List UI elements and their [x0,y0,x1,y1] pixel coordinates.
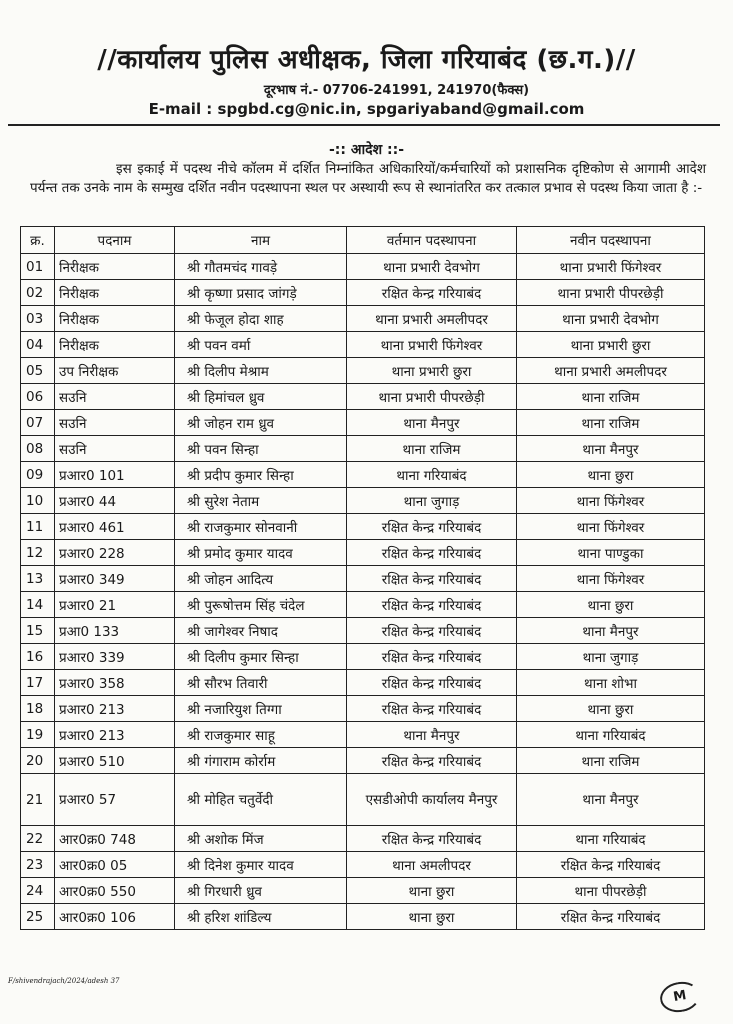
table-row [21,358,705,384]
name-cell: श्री नजारियुश तिग्गा [175,696,347,722]
serial-cell: 17 [21,670,55,696]
table-row [21,592,705,618]
table-row [21,332,705,358]
serial-cell: 23 [21,852,55,878]
name-cell: श्री पवन वर्मा [175,332,347,358]
name-cell: श्री राजकुमार सोनवानी [175,514,347,540]
current-posting-cell: रक्षित केन्द्र गरियाबंद [347,644,517,670]
name-cell: श्री जोहन आदित्य [175,566,347,592]
new-posting-cell: थाना मैनपुर [517,618,705,644]
table-row [21,254,705,280]
current-posting-cell: थाना छुरा [347,904,517,930]
current-posting-cell: थाना गरियाबंद [347,462,517,488]
serial-cell: 21 [21,774,55,826]
new-posting-cell: थाना शोभा [517,670,705,696]
serial-cell: 02 [21,280,55,306]
designation-cell: प्रआर0 213 [55,722,175,748]
serial-cell: 08 [21,436,55,462]
serial-cell: 06 [21,384,55,410]
transfer-table [20,226,705,930]
serial-cell: 09 [21,462,55,488]
name-cell: श्री हिमांचल ध्रुव [175,384,347,410]
office-title: //कार्यालय पुलिस अधीक्षक, जिला गरियाबंद (छ.ग.)// [97,45,636,75]
new-posting-cell: थाना प्रभारी अमलीपदर [517,358,705,384]
name-cell: श्री प्रदीप कुमार सिन्हा [175,462,347,488]
new-posting-cell: थाना मैनपुर [517,436,705,462]
new-posting-cell: थाना फिंगेश्वर [517,488,705,514]
name-cell: श्री प्रमोद कुमार यादव [175,540,347,566]
current-posting-cell: रक्षित केन्द्र गरियाबंद [347,514,517,540]
header-serial: क्र. [21,227,55,254]
table-row [21,748,705,774]
table-row [21,722,705,748]
designation-cell: आर0क्र0 106 [55,904,175,930]
new-posting-cell: थाना मैनपुर [517,774,705,826]
current-posting-cell: रक्षित केन्द्र गरियाबंद [347,670,517,696]
serial-cell: 22 [21,826,55,852]
header-designation: पदनाम [55,227,175,254]
new-posting-cell: थाना फिंगेश्वर [517,514,705,540]
serial-cell: 05 [21,358,55,384]
current-posting-cell: रक्षित केन्द्र गरियाबंद [347,566,517,592]
name-cell: श्री दिनेश कुमार यादव [175,852,347,878]
current-posting-cell: थाना मैनपुर [347,410,517,436]
designation-cell: उप निरीक्षक [55,358,175,384]
designation-cell: निरीक्षक [55,280,175,306]
current-posting-cell: एसडीओपी कार्यालय मैनपुर [347,774,517,826]
name-cell: श्री जोहन राम ध्रुव [175,410,347,436]
header-name: नाम [175,227,347,254]
table-row [21,384,705,410]
name-cell: श्री हरिश शांडिल्य [175,904,347,930]
file-path: F/shivendrajach/2024/adesh 37 [8,977,120,985]
designation-cell: प्रआर0 101 [55,462,175,488]
serial-cell: 12 [21,540,55,566]
serial-cell: 01 [21,254,55,280]
table-row [21,436,705,462]
designation-cell: प्रआर0 228 [55,540,175,566]
designation-cell: प्रआर0 21 [55,592,175,618]
new-posting-cell: थाना प्रभारी छुरा [517,332,705,358]
serial-cell: 07 [21,410,55,436]
new-posting-cell: थाना प्रभारी देवभोग [517,306,705,332]
order-heading: -:: आदेश ::- [328,142,405,158]
new-posting-cell: थाना गरियाबंद [517,826,705,852]
designation-cell: सउनि [55,410,175,436]
new-posting-cell: थाना प्रभारी फिंगेश्वर [517,254,705,280]
phone-line: दूरभाष नं.- 07706-241991, 241970(फैक्स) [263,83,530,98]
serial-cell: 11 [21,514,55,540]
current-posting-cell: थाना प्रभारी पीपरछेड़ी [347,384,517,410]
new-posting-cell: थाना राजिम [517,748,705,774]
table-row [21,852,705,878]
table-row [21,670,705,696]
header-current-posting: वर्तमान पदस्थापना [347,227,517,254]
name-cell: श्री पुरूषोत्तम सिंह चंदेल [175,592,347,618]
table-row [21,306,705,332]
new-posting-cell: थाना राजिम [517,410,705,436]
table-header-row [21,227,705,254]
name-cell: श्री फेजूल होदा शाह [175,306,347,332]
new-posting-cell: थाना फिंगेश्वर [517,566,705,592]
current-posting-cell: रक्षित केन्द्र गरियाबंद [347,826,517,852]
table-row [21,514,705,540]
table-row [21,878,705,904]
current-posting-cell: रक्षित केन्द्र गरियाबंद [347,618,517,644]
current-posting-cell: थाना छुरा [347,878,517,904]
current-posting-cell: रक्षित केन्द्र गरियाबंद [347,696,517,722]
new-posting-cell: थाना पाण्डुका [517,540,705,566]
table-row [21,280,705,306]
table-row [21,618,705,644]
table-row [21,904,705,930]
designation-cell: प्रआर0 339 [55,644,175,670]
designation-cell: प्रआर0 57 [55,774,175,826]
current-posting-cell: थाना राजिम [347,436,517,462]
header-new-posting: नवीन पदस्थापना [517,227,705,254]
designation-cell: प्रआर0 358 [55,670,175,696]
table-row [21,826,705,852]
current-posting-cell: थाना प्रभारी अमलीपदर [347,306,517,332]
initials-mark: M [658,979,703,1015]
new-posting-cell: थाना राजिम [517,384,705,410]
order-intro: इस इकाई में पदस्थ नीचे कॉलम में दर्शित निम्नांकित अधिकारियों/कर्मचारियों को प्रशासनिक दृष्टिकोण से आगामी आदेश पर्यन्त तक उनके नाम के सम्मुख दर्शित नवीन पदस्थापना स्थल पर अस्थायी रूप से स्थानांतरित कर तत्काल प्रभाव से पदस्थ किया जाता है :- [30,161,706,196]
table-row [21,462,705,488]
designation-cell: आर0क्र0 748 [55,826,175,852]
table-row [21,540,705,566]
new-posting-cell: थाना पीपरछेड़ी [517,878,705,904]
name-cell: श्री गिरधारी ध्रुव [175,878,347,904]
name-cell: श्री सौरभ तिवारी [175,670,347,696]
designation-cell: सउनि [55,384,175,410]
name-cell: श्री दिलीप मेश्राम [175,358,347,384]
new-posting-cell: थाना प्रभारी पीपरछेड़ी [517,280,705,306]
designation-cell: निरीक्षक [55,306,175,332]
name-cell: श्री मोहित चतुर्वेदी [175,774,347,826]
current-posting-cell: थाना प्रभारी छुरा [347,358,517,384]
current-posting-cell: थाना मैनपुर [347,722,517,748]
designation-cell: प्रआर0 44 [55,488,175,514]
current-posting-cell: रक्षित केन्द्र गरियाबंद [347,280,517,306]
new-posting-cell: थाना गरियाबंद [517,722,705,748]
serial-cell: 25 [21,904,55,930]
name-cell: श्री सुरेश नेताम [175,488,347,514]
designation-cell: प्रआर0 510 [55,748,175,774]
current-posting-cell: रक्षित केन्द्र गरियाबंद [347,592,517,618]
current-posting-cell: थाना प्रभारी फिंगेश्वर [347,332,517,358]
table-row [21,774,705,826]
name-cell: श्री गंगाराम कोर्राम [175,748,347,774]
table-row [21,696,705,722]
header-divider [8,124,720,126]
designation-cell: प्रआर0 349 [55,566,175,592]
email-line: E-mail : spgbd.cg@nic.in, spgariyaband@gmail.com [148,100,585,118]
new-posting-cell: थाना छुरा [517,696,705,722]
serial-cell: 04 [21,332,55,358]
name-cell: श्री कृष्णा प्रसाद जांगड़े [175,280,347,306]
serial-cell: 24 [21,878,55,904]
designation-cell: निरीक्षक [55,332,175,358]
table-row [21,644,705,670]
serial-cell: 10 [21,488,55,514]
current-posting-cell: रक्षित केन्द्र गरियाबंद [347,540,517,566]
serial-cell: 14 [21,592,55,618]
serial-cell: 19 [21,722,55,748]
name-cell: श्री राजकुमार साहू [175,722,347,748]
designation-cell: आर0क्र0 550 [55,878,175,904]
current-posting-cell: थाना प्रभारी देवभोग [347,254,517,280]
designation-cell: आर0क्र0 05 [55,852,175,878]
current-posting-cell: थाना अमलीपदर [347,852,517,878]
name-cell: श्री दिलीप कुमार सिन्हा [175,644,347,670]
serial-cell: 18 [21,696,55,722]
new-posting-cell: रक्षित केन्द्र गरियाबंद [517,904,705,930]
designation-cell: निरीक्षक [55,254,175,280]
new-posting-cell: थाना छुरा [517,462,705,488]
table-row [21,410,705,436]
designation-cell: प्रआ0 133 [55,618,175,644]
table-row [21,566,705,592]
designation-cell: प्रआर0 461 [55,514,175,540]
serial-cell: 03 [21,306,55,332]
serial-cell: 16 [21,644,55,670]
serial-cell: 15 [21,618,55,644]
table-row [21,488,705,514]
new-posting-cell: थाना छुरा [517,592,705,618]
new-posting-cell: रक्षित केन्द्र गरियाबंद [517,852,705,878]
name-cell: श्री अशोक मिंज [175,826,347,852]
name-cell: श्री पवन सिन्हा [175,436,347,462]
serial-cell: 20 [21,748,55,774]
name-cell: श्री गौतमचंद गावड़े [175,254,347,280]
designation-cell: प्रआर0 213 [55,696,175,722]
name-cell: श्री जागेश्वर निषाद [175,618,347,644]
current-posting-cell: रक्षित केन्द्र गरियाबंद [347,748,517,774]
current-posting-cell: थाना जुगाड़ [347,488,517,514]
designation-cell: सउनि [55,436,175,462]
serial-cell: 13 [21,566,55,592]
new-posting-cell: थाना जुगाड़ [517,644,705,670]
